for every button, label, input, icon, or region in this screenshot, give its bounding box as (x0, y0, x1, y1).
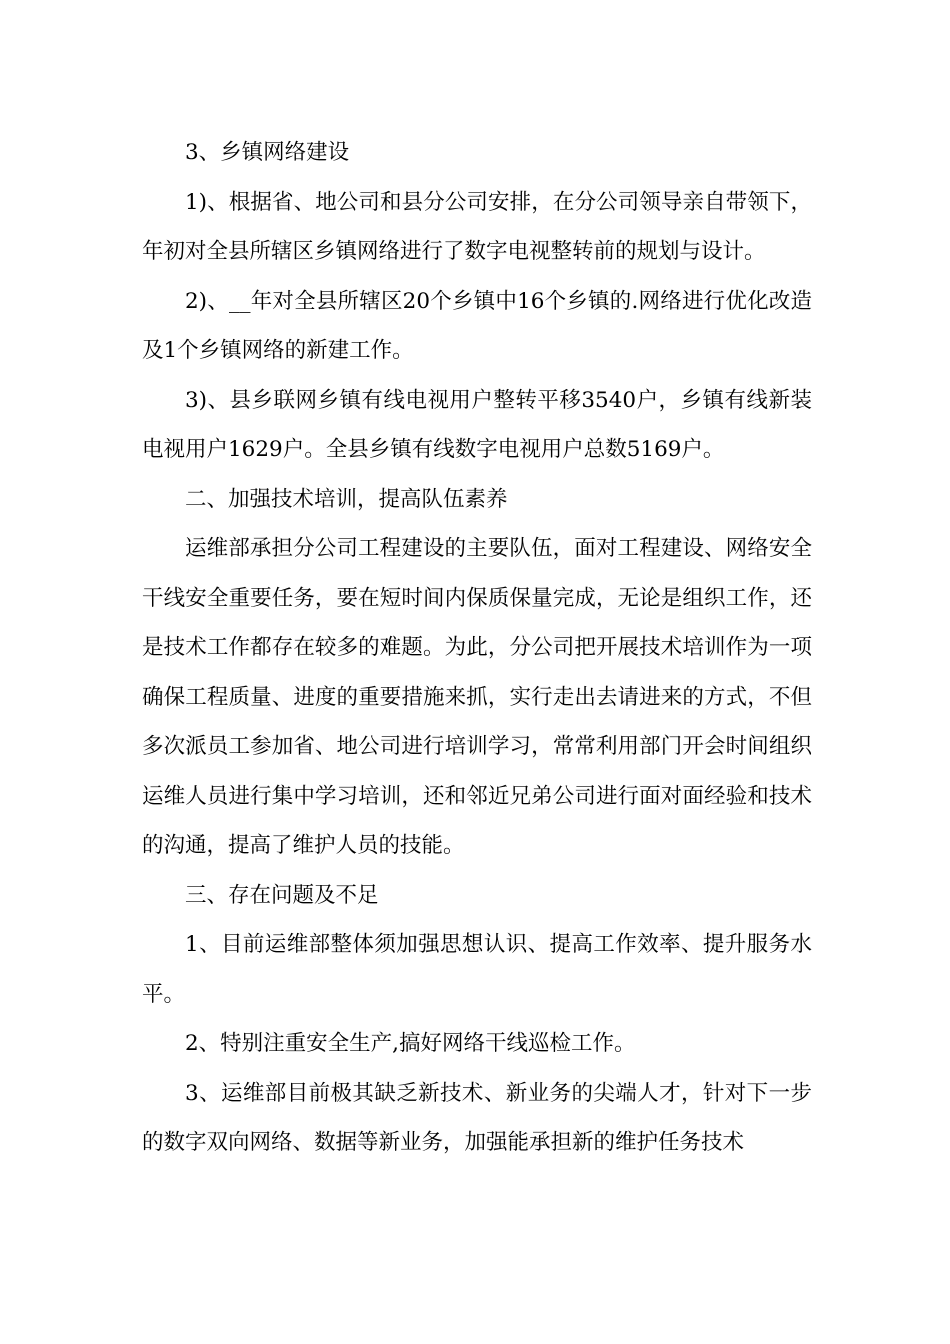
paragraph-problem-2: 2、特别注重安全生产,搞好网络干线巡检工作。 (185, 1031, 636, 1056)
paragraph-problem-3: 3、运维部目前极其缺乏新技术、新业务的尖端人才，针对下一步的数字双向网络、数据等新业务，加强能承担新的维护任务技术 (142, 1080, 812, 1155)
paragraph-user-statistics: 3)、县乡联网乡镇有线电视用户整转平移3540户，乡镇有线新装电视用户1629户。全县乡镇有线数字电视用户总数5169户。 (142, 387, 812, 462)
paragraph-problem-1: 1、目前运维部整体须加强思想认识、提高工作效率、提升服务水平。 (142, 932, 812, 1007)
section-heading-township-network: 3、乡镇网络建设 (185, 140, 350, 165)
paragraph-network-optimization: 2)、__年对全县所辖区20个乡镇中16个乡镇的.网络进行优化改造及1个乡镇网络的新建工作。 (142, 288, 812, 363)
paragraph-planning-design: 1)、根据省、地公司和县分公司安排，在分公司领导亲自带领下，年初对全县所辖区乡镇网络进行了数字电视整转前的规划与设计。 (142, 189, 812, 264)
section-heading-problems: 三、存在问题及不足 (185, 882, 379, 908)
paragraph-training-details: 运维部承担分公司工程建设的主要队伍，面对工程建设、网络安全干线安全重要任务，要在短时间内保质保量完成，无论是组织工作，还是技术工作都存在较多的难题。为此，分公司把开展技术培训作为一项确保工程质量、进度的重要措施来抓，实行走出去请进来的方式，不但多次派员工参加省、地公司进行培训学习，常常利用部门开会时间组织运维人员进行集中学习培训，还和邻近兄弟公司进行面对面经验和技术的沟通，提高了维护人员的技能。 (142, 536, 812, 858)
document-page (142, 128, 812, 1168)
section-heading-technical-training: 二、加强技术培训，提高队伍素养 (185, 486, 508, 512)
